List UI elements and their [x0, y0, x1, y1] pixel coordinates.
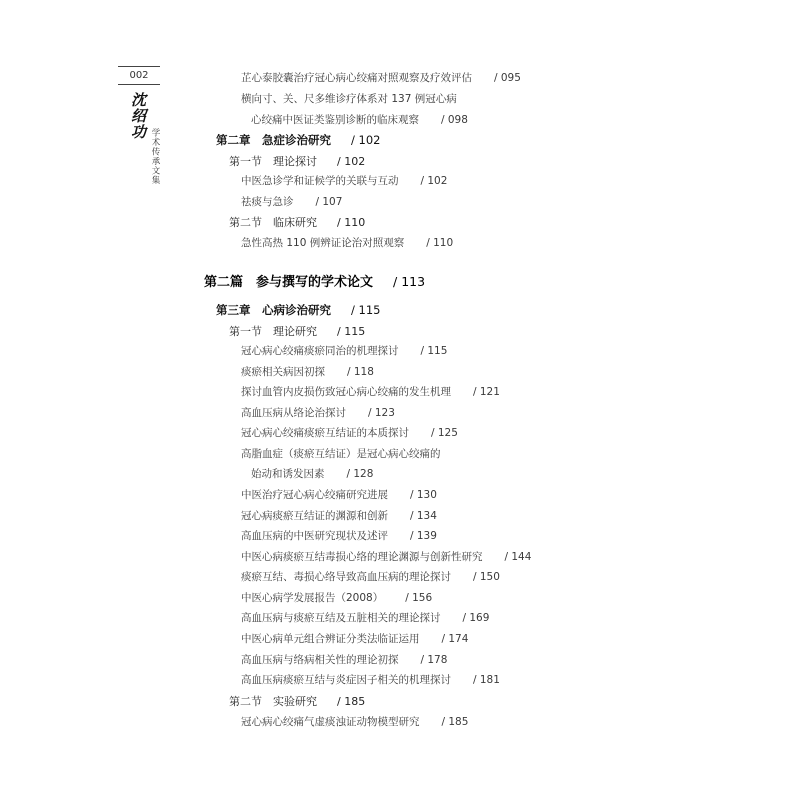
toc-title: 中医治疗冠心病心绞痛研究进展	[241, 489, 388, 501]
toc-entry	[241, 194, 342, 209]
toc-entry	[241, 487, 437, 502]
toc-entry	[251, 112, 468, 127]
header-rule-top	[118, 66, 160, 67]
toc-title: 高脂血症（痰瘀互结证）是冠心病心绞痛的	[241, 448, 441, 460]
toc-title: 第二篇 参与撰写的学术论文	[204, 275, 374, 290]
toc-title: 中医心病学发展报告（2008）	[241, 592, 384, 604]
toc-page-number: / 156	[405, 592, 433, 604]
toc-page-number: / 134	[410, 510, 437, 522]
toc-title: 冠心病心绞痛痰瘀互结证的本质探讨	[241, 427, 409, 439]
toc-page-number: / 178	[420, 654, 448, 666]
toc-page-number: / 098	[441, 114, 468, 126]
toc-title: 探讨血管内皮损伤致冠心病心绞痛的发生机理	[241, 386, 451, 398]
toc-entry	[241, 91, 457, 106]
toc-title: 冠心病心绞痛痰瘀同治的机理探讨	[241, 345, 399, 357]
toc-entry	[241, 714, 468, 729]
toc-title: 痰瘀相关病因初探	[241, 366, 325, 378]
toc-title: 高血压病与痰瘀互结及五脏相关的理论探讨	[241, 612, 441, 624]
toc-title: 高血压病与络病相关性的理论初探	[241, 654, 399, 666]
toc-entry	[241, 672, 500, 687]
toc-title: 中医急诊学和证候学的关联与互动	[241, 175, 399, 187]
toc-page-number: / 118	[347, 366, 374, 378]
toc-title: 第二章 急症诊治研究	[216, 133, 331, 147]
toc-title: 中医心病痰瘀互结毒损心络的理论渊源与创新性研究	[241, 551, 483, 563]
toc-page-number: / 115	[337, 325, 366, 338]
toc-page-number: / 102	[420, 175, 448, 187]
toc-title: 高血压病从络论治探讨	[241, 407, 346, 419]
toc-part	[204, 271, 425, 290]
toc-entry	[241, 610, 489, 625]
toc-entry	[241, 235, 453, 250]
toc-title: 第二节 临床研究	[229, 216, 317, 229]
toc-page-number: / 139	[410, 530, 437, 542]
toc-page-number: / 110	[337, 216, 366, 229]
toc-title: 祛痰与急诊	[241, 196, 294, 208]
toc-entry	[241, 652, 447, 667]
toc-entry	[241, 508, 437, 523]
toc-entry	[251, 466, 373, 481]
toc-entry	[241, 343, 447, 358]
toc-title: 冠心病痰瘀互结证的渊源和创新	[241, 510, 388, 522]
toc-title: 急性高热 110 例辨证论治对照观察	[241, 237, 405, 249]
toc-title: 第三章 心病诊治研究	[216, 303, 331, 317]
toc-page-number: / 130	[410, 489, 437, 501]
toc-chapter	[216, 302, 380, 318]
toc-title: 高血压病的中医研究现状及述评	[241, 530, 388, 542]
toc-entry	[241, 549, 531, 564]
toc-section	[229, 214, 365, 230]
toc-page-number: / 174	[441, 633, 469, 645]
toc-entry	[241, 590, 432, 605]
toc-entry	[241, 569, 500, 584]
toc-entry	[241, 364, 374, 379]
page-number: 002	[129, 70, 149, 81]
toc-page-number: / 113	[393, 274, 426, 289]
toc-page-number: / 169	[462, 612, 490, 624]
toc-page-number: / 125	[431, 427, 458, 439]
toc-section	[229, 153, 365, 169]
toc-section	[229, 693, 365, 709]
toc-chapter	[216, 132, 380, 148]
toc-page-number: / 121	[473, 386, 500, 398]
toc-entry	[241, 173, 447, 188]
toc-page-number: / 150	[473, 571, 500, 583]
toc-entry	[241, 384, 500, 399]
toc-title: 芷心泰胶囊治疗冠心病心绞痛对照观察及疗效评估	[241, 72, 472, 84]
toc-page-number: / 095	[494, 72, 521, 84]
toc-page-number: / 185	[337, 695, 366, 708]
toc-page-number: / 115	[420, 345, 448, 357]
toc-entry	[241, 405, 395, 420]
header-rule-bottom	[118, 84, 160, 85]
toc-entry	[241, 446, 441, 461]
toc-title: 心绞痛中医证类鉴别诊断的临床观察	[251, 114, 419, 126]
toc-page-number: / 102	[337, 155, 366, 168]
toc-entry	[241, 631, 468, 646]
toc-page-number: / 128	[346, 468, 374, 480]
toc-page-number: / 181	[473, 674, 500, 686]
author-name: 沈绍功	[129, 92, 147, 140]
toc-title: 第二节 实验研究	[229, 695, 317, 708]
toc-title: 第一节 理论研究	[229, 325, 317, 338]
toc-page-number: / 144	[504, 551, 532, 563]
toc-entry	[241, 528, 437, 543]
toc-section	[229, 323, 365, 339]
toc-title: 冠心病心绞痛气虚痰浊证动物模型研究	[241, 716, 420, 728]
toc-entry	[241, 425, 458, 440]
toc-title: 中医心病单元组合辨证分类法临证运用	[241, 633, 420, 645]
toc-title: 痰瘀互结、毒损心络导致高血压病的理论探讨	[241, 571, 451, 583]
toc-page-number: / 123	[368, 407, 395, 419]
toc-page-number: / 115	[351, 303, 381, 317]
toc-page-number: / 185	[441, 716, 469, 728]
toc-page-number: / 107	[315, 196, 343, 208]
toc-title: 横向寸、关、尺多维诊疗体系对 137 例冠心病	[241, 93, 457, 105]
toc-title: 第一节 理论探讨	[229, 155, 317, 168]
toc-page-number: / 102	[351, 133, 381, 147]
toc-title: 始动和诱发因素	[251, 468, 325, 480]
toc-entry	[241, 70, 521, 85]
toc-page-number: / 110	[426, 237, 454, 249]
book-subtitle: 学术传承文集	[150, 128, 160, 185]
toc-title: 高血压病痰瘀互结与炎症因子相关的机理探讨	[241, 674, 451, 686]
